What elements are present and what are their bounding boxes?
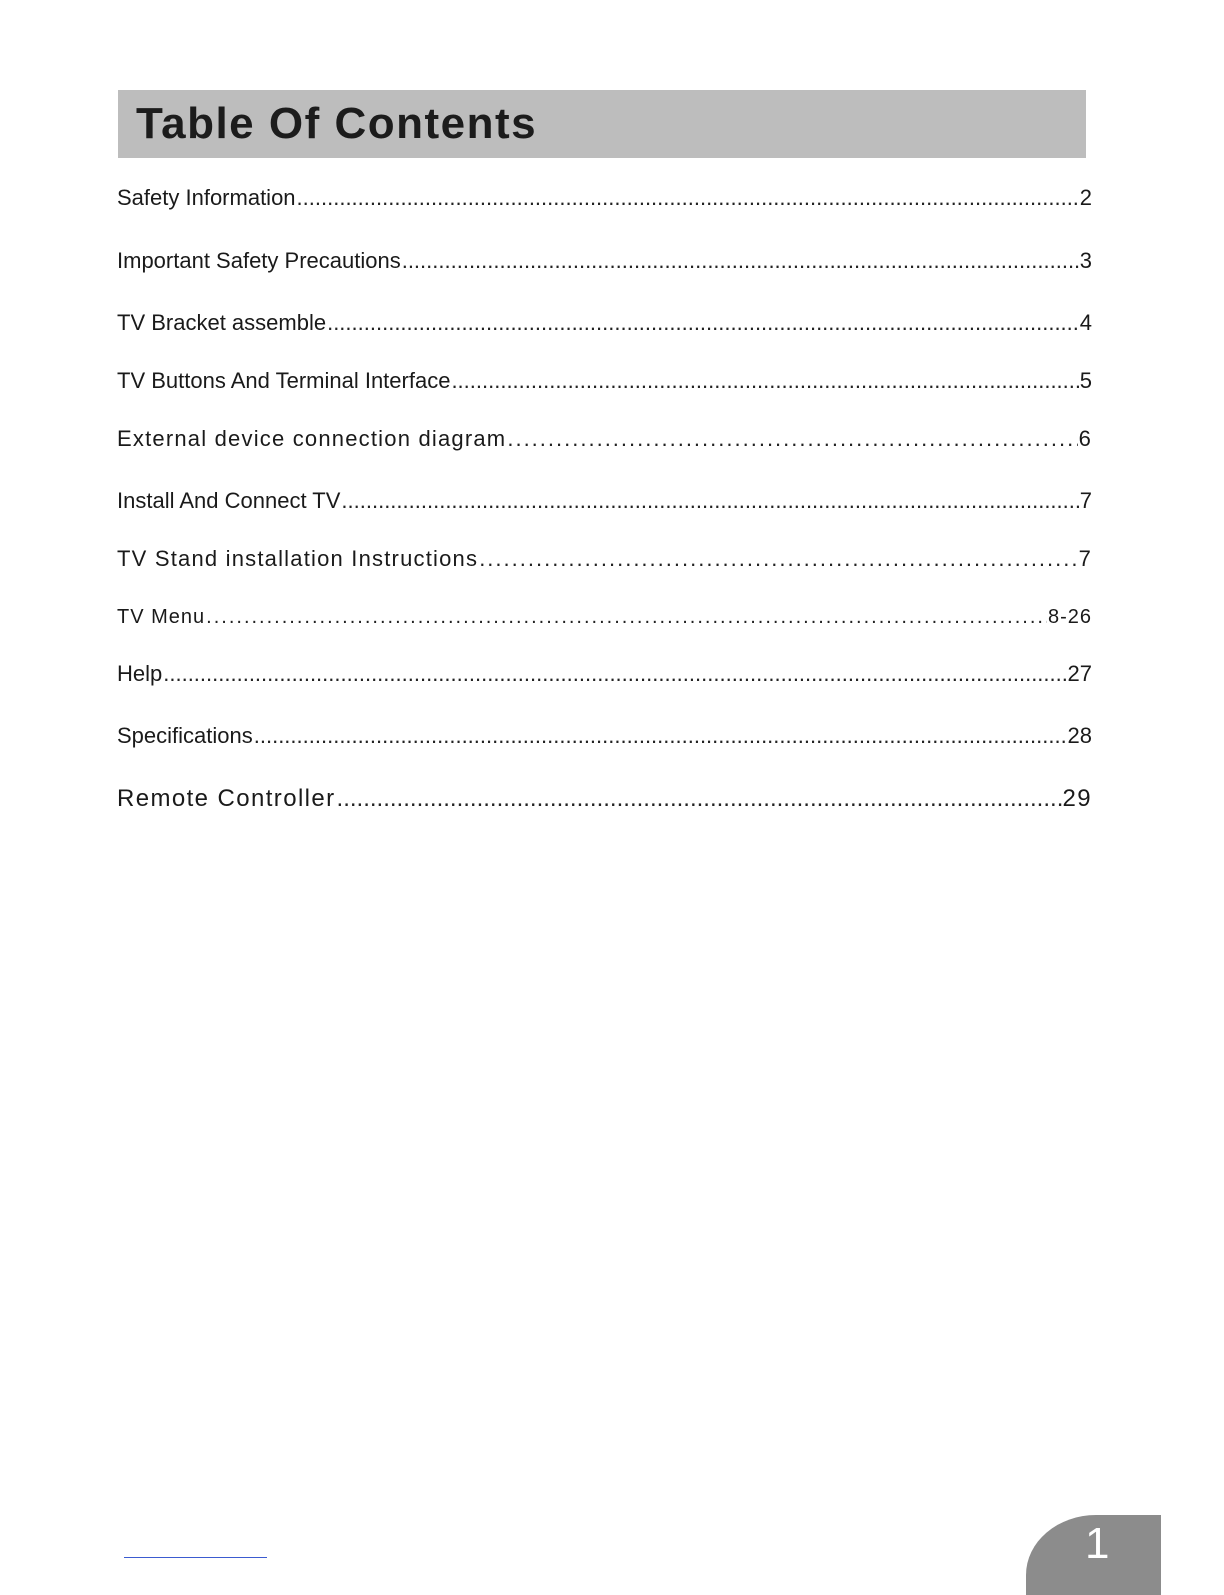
toc-entry-specifications[interactable] — [117, 722, 1092, 750]
title-bar — [118, 90, 1086, 158]
toc-leader-dots — [451, 367, 1078, 395]
toc-entry-label: TV Menu — [117, 606, 206, 628]
toc-entry-page: 28 — [1067, 723, 1092, 748]
toc-leader-dots — [507, 425, 1077, 453]
toc-entry-label: Safety Information — [117, 185, 296, 210]
toc-entry-label: TV Bracket assemble — [117, 310, 327, 335]
toc-entry-important-safety-precautions[interactable] — [117, 247, 1092, 275]
toc-entry-install-connect-tv[interactable] — [117, 487, 1092, 515]
toc-leader-dots — [479, 545, 1077, 573]
toc-leader-dots — [327, 309, 1079, 337]
toc-entry-page: 3 — [1079, 248, 1092, 273]
toc-entry-page: 2 — [1079, 185, 1092, 210]
toc-leader-dots — [163, 660, 1066, 688]
toc-entry-external-device-connection[interactable] — [117, 425, 1092, 453]
toc-entry-label: TV Buttons And Terminal Interface — [117, 368, 451, 393]
toc-entry-page: 29 — [1062, 785, 1092, 812]
toc-entry-help[interactable] — [117, 660, 1092, 688]
toc-entry-safety-information[interactable] — [117, 184, 1092, 212]
toc-entry-page: 5 — [1079, 368, 1092, 393]
toc-entry-label: External device connection diagram — [117, 426, 507, 451]
toc-leader-dots — [297, 184, 1079, 212]
page-title: Table Of Contents — [136, 99, 538, 148]
page-number: 1 — [1085, 1519, 1110, 1568]
toc-leader-dots — [254, 722, 1067, 750]
toc-leader-dots — [402, 247, 1079, 275]
toc-entry-label: Help — [117, 661, 163, 686]
toc-entry-tv-buttons-terminal-interface[interactable] — [117, 367, 1092, 395]
toc-entry-label: TV Stand installation Instructions — [117, 546, 479, 571]
toc-entry-page: 7 — [1078, 546, 1092, 571]
toc-entry-page: 4 — [1079, 310, 1092, 335]
toc-entry-label: Important Safety Precautions — [117, 248, 401, 273]
toc-entry-tv-menu[interactable] — [117, 603, 1092, 631]
toc-leader-dots — [341, 487, 1078, 515]
toc-entry-page: 27 — [1067, 661, 1092, 686]
toc-entry-label: Specifications — [117, 723, 253, 748]
toc-entry-page: 7 — [1079, 488, 1092, 513]
toc-leader-dots — [337, 785, 1062, 813]
toc-entry-label: Install And Connect TV — [117, 488, 341, 513]
toc-entry-tv-bracket-assemble[interactable] — [117, 309, 1092, 337]
toc-entry-label: Remote Controller — [117, 785, 336, 812]
toc-entry-tv-stand-installation[interactable] — [117, 545, 1092, 573]
toc-entry-remote-controller[interactable] — [117, 785, 1092, 813]
toc-entry-page: 6 — [1078, 426, 1092, 451]
toc-entry-page: 8-26 — [1047, 606, 1092, 628]
footer-rule — [124, 1557, 267, 1558]
toc-leader-dots — [206, 603, 1047, 631]
